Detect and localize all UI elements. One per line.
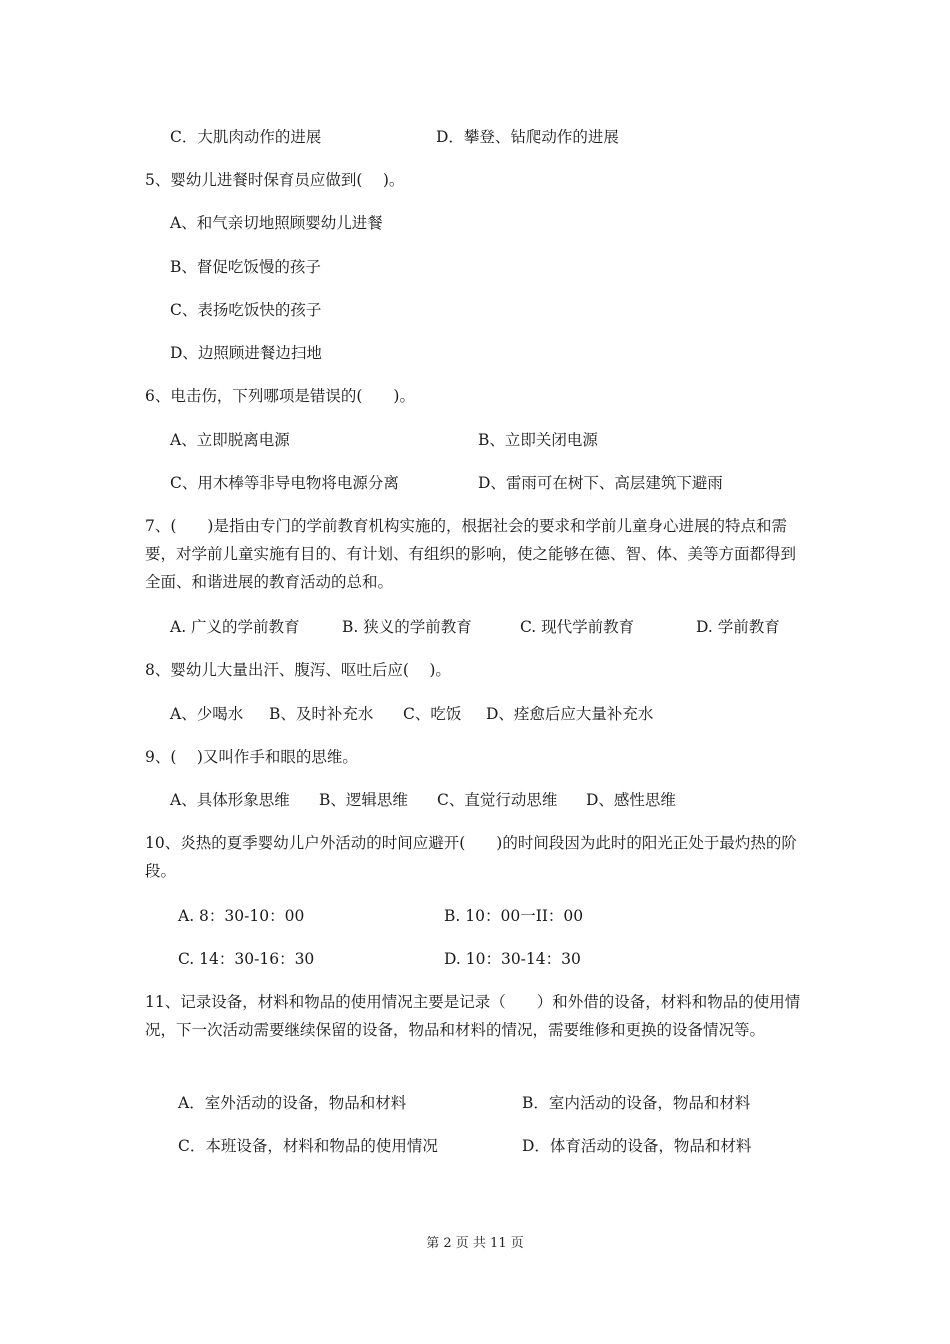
q10-option-c: C. 14：30-16：30 xyxy=(178,950,315,968)
q7-option-d: D. 学前教育 xyxy=(696,618,780,636)
q11-option-c: C．本班设备，材料和物品的使用情况 xyxy=(178,1137,438,1155)
q11-stem: 11、记录设备，材料和物品的使用情况主要是记录（ ）和外借的设备，材料和物品的使用情况，下一次活动需要继续保留的设备，物品和材料的情况，需要维修和更换的设备情况等。 xyxy=(145,993,801,1039)
q9-option-c: C、直觉行动思维 xyxy=(437,791,558,809)
q7-option-b: B. 狭义的学前教育 xyxy=(342,618,472,636)
q7-stem: 7、( )是指由专门的学前教育机构实施的，根据社会的要求和学前儿童身心进展的特点和需要，对学前儿童实施有目的、有计划、有组织的影响，使之能够在德、智、体、美等方面都得到全面、和谐进展的教育活动的总和。 xyxy=(145,517,797,591)
q8-option-d: D、痊愈后应大量补充水 xyxy=(486,705,654,723)
q9-stem: 9、( )又叫作手和眼的思维。 xyxy=(145,748,358,766)
page-number: 第 2 页 共 11 页 xyxy=(426,1236,524,1251)
q10-option-b: B. 10：00一II：00 xyxy=(444,907,584,925)
q9-option-b: B、逻辑思维 xyxy=(319,791,408,809)
q6-option-b: B、立即关闭电源 xyxy=(478,431,598,449)
q6-stem: 6、电击伤，下列哪项是错误的( )。 xyxy=(145,387,415,405)
q11-option-a: A．室外活动的设备，物品和材料 xyxy=(178,1094,407,1112)
q10-option-a: A. 8：30-10：00 xyxy=(178,907,305,925)
q11-option-b: B．室内活动的设备，物品和材料 xyxy=(522,1094,751,1112)
q11-option-d: D．体育活动的设备，物品和材料 xyxy=(522,1137,752,1155)
q6-option-c: C、用木棒等非导电物将电源分离 xyxy=(170,474,399,492)
q7-option-c: C. 现代学前教育 xyxy=(520,618,635,636)
q6-option-d: D、雷雨可在树下、高层建筑下避雨 xyxy=(478,474,723,492)
q5-stem: 5、婴幼儿进餐时保育员应做到( )。 xyxy=(145,171,405,189)
q6-option-a: A、立即脱离电源 xyxy=(170,431,290,449)
q9-option-a: A、具体形象思维 xyxy=(170,791,290,809)
q8-option-a: A、少喝水 xyxy=(170,705,244,723)
q8-option-b: B、及时补充水 xyxy=(269,705,374,723)
q4-option-d: D．攀登、钻爬动作的进展 xyxy=(436,128,619,146)
q5-option-d: D、边照顾进餐边扫地 xyxy=(170,344,322,362)
q7-option-a: A. 广义的学前教育 xyxy=(170,618,300,636)
q8-option-c: C、吃饭 xyxy=(403,705,462,723)
q4-option-c: C．大肌肉动作的进展 xyxy=(170,128,322,146)
q5-option-a: A、和气亲切地照顾婴幼儿进餐 xyxy=(170,214,383,232)
q8-stem: 8、婴幼儿大量出汗、腹泻、呕吐后应( )。 xyxy=(145,661,451,679)
q10-option-d: D. 10：30-14：30 xyxy=(444,950,581,968)
q5-option-c: C、表扬吃饭快的孩子 xyxy=(170,301,322,319)
q9-option-d: D、感性思维 xyxy=(586,791,676,809)
q10-stem: 10、炎热的夏季婴幼儿户外活动的时间应避开( )的时间段因为此时的阳光正处于最灼热的阶段。 xyxy=(145,834,797,880)
q5-option-b: B、督促吃饭慢的孩子 xyxy=(170,258,321,276)
